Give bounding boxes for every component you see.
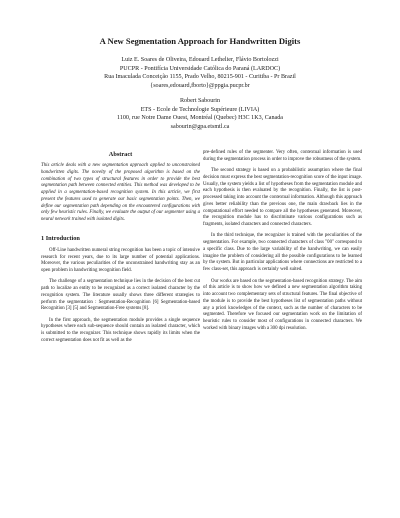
abstract-text: This article deals with a new segmentation approach applied to unconstrained handwritten digits. The novelty of the proposed algorithm is based on the combination of two types of structural features in order to provide the best segmentation path between connected entities. This method was developed to be applied in a segmentation-based recognition system. In this article, we first present the features used to generate our basic segmentation points. Then, we define our segmentation path depending on the encountered configurations with only few heuristic rules. Finally, we evaluate the output of our segmenter using a neural network trained with isolated digits.	[41, 163, 200, 222]
author-affiliations	[0, 56, 400, 132]
right-column	[203, 150, 362, 337]
address-1: Rua Imaculada Conceição 1155, Prado Velho, 80215-901 - Curitiba - Pr Brazil	[104, 74, 296, 81]
abstract-heading: Abstract	[108, 151, 133, 158]
author-names-1: Luiz E. Soares de Oliveira, Edouard Lethelier, Flávio Bortolozzi	[121, 57, 279, 63]
paragraph: In the first approach, the segmentation module provides a single sequence hypotheses where each sub-sequence should contain an isolated character, which is submitted to the recognizer. This technique shows rapidly its limits when the correct segmentation does not fit as well as the	[41, 317, 200, 343]
address-2: 1100, rue Notre Dame Ouest, Montréal (Quebec) H3C 1K3, Canada	[117, 115, 283, 122]
paragraph: pre-defined rules of the segmenter. Very often, contextual information is used during the segmentation process in order to improve the robustness of the system.	[203, 150, 362, 162]
paragraph: The second strategy is based on a probabilistic assumption where the final decision must express the best segmentation-recognition score of the input image. Usually, the system yields a list of hypotheses from the segmentation module and each hypothesis is then evaluated by the recognition. Finally, the list is post-processed taking into account the contextual information. Although this approach gives better reliability than the previous one, the main drawback lies in the computational effort needed to compare all the hypotheses generated. Moreover, the recognition module has to discriminate various configurations such as fragments, isolated characters and connected characters.	[203, 168, 362, 228]
paragraph: Our works are based on the segmentation-based recognition strategy. The aim of this article is to show how we defined a new segmentation algorithm taking into account two complementary sets of structural features. The final objective of the module is to provide the best hypotheses list of segmentation paths without any a priori knowledges of the context, such as the number of characters to be segmented. Therefore we focused our segmentation work on the limitation of heuristic rules to consider most of configurations in connected characters. We worked with binary images with a 300 dpi resolution.	[203, 278, 362, 331]
affiliation-2: ETS - Ecole de Technologie Supérieure (LIVIA)	[140, 106, 260, 113]
affiliation-1: PUCPR - Pontifícia Universidade Católica do Paraná (LARDOC)	[119, 65, 281, 72]
section-heading-introduction: 1 Introduction	[41, 234, 80, 242]
paper-title: A New Segmentation Approach for Handwritten Digits	[99, 36, 301, 46]
left-column	[41, 150, 200, 349]
paragraph: The challenge of a segmentation technique lies in the decision of the best cut path to localize an entity to be recognized as a correct isolated character by the recognition system. The literature usually shows three different strategies to perform the segmentation : Segmentation-Recognition [6] Segmentation-based Recognition [3] [5] and Segmentation-Free systems [8].	[41, 279, 200, 312]
email-1: {soares,edouard,fborto}@ppgia.pucpr.br	[150, 83, 250, 90]
paragraph: In the third technique, the recognizer is trained with the peculiarities of the segmentation. For example, two connected characters of class "00" correspond to a specific class. Due to the large variability of the handwriting, we can easily imagine the problem of considering all the possible configurations to be learned by the system. But in particular applications where connections are restricted to a few class-set, this approach is certainly well suited.	[203, 233, 362, 273]
email-2: sabourin@gpa.etsmtl.ca	[170, 123, 230, 130]
author-names-2: Robert Sabourin	[179, 97, 221, 104]
paragraph: Off-Line handwritten numeral string recognition has been a topic of intensive research for recent years, due to its large number of potential applications. Moreover, the various peculiarities of the unconstrained handwriting stay as an open problem in handwriting recognition field.	[41, 247, 200, 273]
